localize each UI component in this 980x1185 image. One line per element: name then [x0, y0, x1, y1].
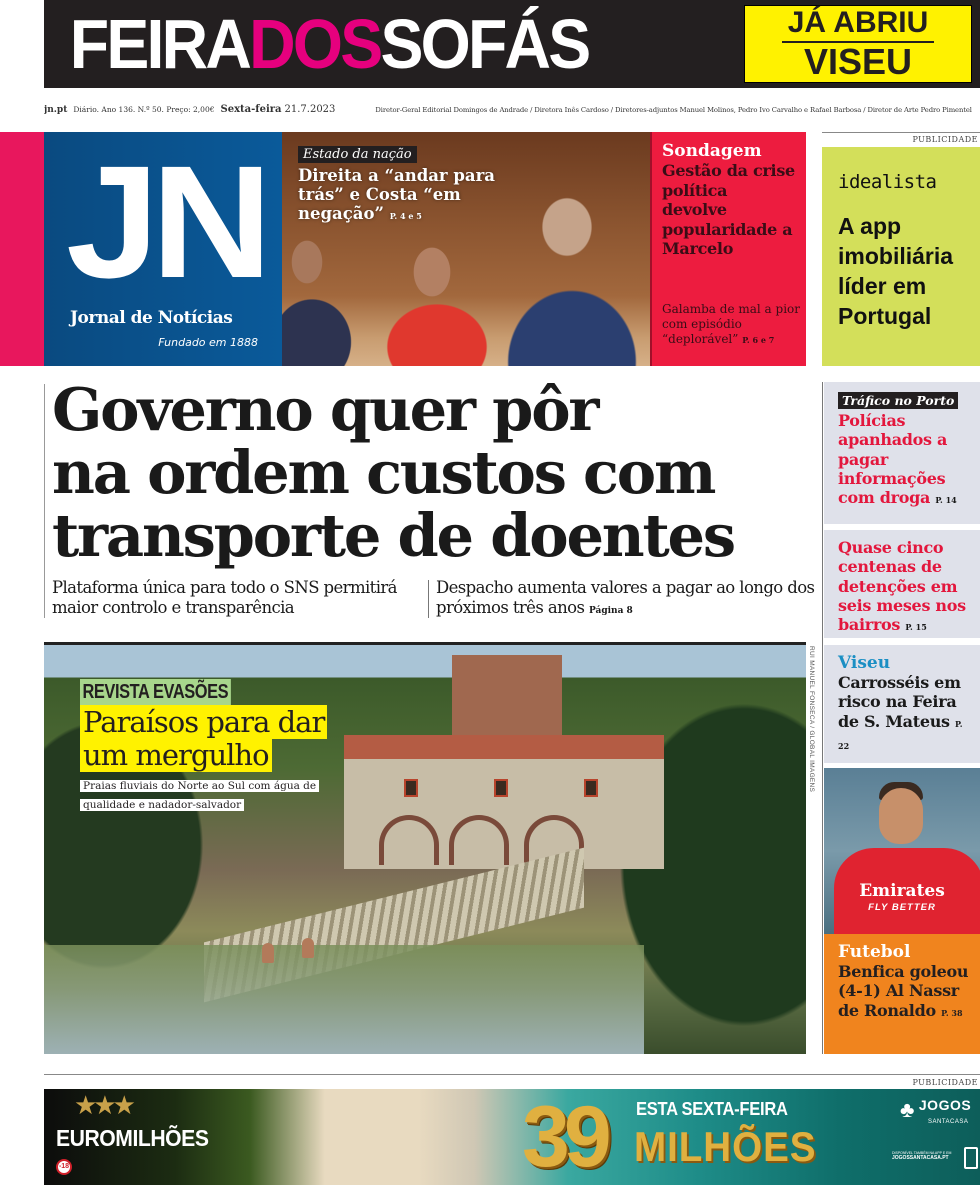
idealista-advertisement[interactable] — [822, 147, 980, 366]
main-headline[interactable] — [52, 375, 812, 570]
euromilhoes-advertisement[interactable] — [44, 1089, 980, 1185]
subhead-text: Despacho aumenta valores a pagar ao longo dos próximos três anos — [436, 578, 815, 617]
ad-brand-part: SOFÁS — [380, 5, 589, 83]
draw-day: ESTA SEXTA-FEIRA — [636, 1099, 788, 1119]
main-subhead-right — [436, 578, 816, 621]
jackpot-unit: MILHÕES — [634, 1123, 817, 1170]
sidebar-item-trafico[interactable] — [824, 382, 980, 524]
top-advertisement-banner[interactable] — [44, 0, 980, 88]
site-note: DISPONÍVEL TAMBÉM NA APP E EM — [892, 1151, 952, 1155]
page-ref: P. 6 e 7 — [742, 335, 775, 345]
sponsor-subname: SANTACASA — [928, 1119, 969, 1125]
headline-line: na ordem custos com — [52, 438, 715, 507]
ad-badge-line1: JÁ ABRIU — [782, 7, 935, 43]
founded-note: Fundado em 1888 — [158, 336, 258, 349]
folio-line — [44, 104, 980, 118]
lead-photo-story[interactable] — [282, 132, 650, 366]
site-url: JOGOSSANTACASA.PT — [892, 1155, 949, 1161]
sidebar-headline: Quase cinco centenas de detenções em seis meses nos bairros — [838, 538, 966, 635]
ad-badge-line2: VISEU — [803, 41, 913, 82]
ad-badge — [744, 5, 972, 83]
photo-face — [879, 788, 923, 844]
ad-brand-part-highlight: DOS — [249, 5, 381, 83]
site-link[interactable]: jn.pt — [44, 105, 68, 115]
feature-kicker: REVISTA EVASÕES — [80, 679, 231, 705]
feature-photo[interactable] — [44, 642, 806, 1054]
advertising-label: PUBLICIDADE — [912, 1078, 978, 1087]
divider — [428, 580, 429, 618]
page-ref: P. 4 e 5 — [389, 211, 422, 221]
story-subhead-text: Galamba de mal a pior com episódio “deplorável” — [662, 302, 800, 346]
age-restriction-icon: -18 — [56, 1159, 72, 1175]
sidebar-kicker: Viseu — [838, 653, 891, 673]
photo-person — [262, 943, 274, 963]
story-headline — [298, 166, 498, 226]
sponsor-logo — [900, 1097, 971, 1125]
feature-caption — [80, 679, 360, 812]
divider — [822, 382, 823, 1054]
story-headline: Gestão da crise política devolve popularidade a Marcelo — [662, 161, 795, 258]
ad-brand: EUROMILHÕES — [56, 1125, 209, 1151]
page-ref: P. 38 — [941, 1007, 963, 1018]
newspaper-name: Jornal de Notícias — [70, 308, 233, 328]
feature-title: Paraísos para dar um mergulho — [80, 705, 327, 772]
sidebar-headline: Polícias apanhados a pagar informações com droga — [838, 411, 948, 508]
headline-line: transporte de doentes — [52, 501, 734, 570]
main-subhead-left: Plataforma única para todo o SNS permitirá maior controlo e transparência — [52, 578, 397, 617]
sponsor-name: JOGOS — [918, 1097, 972, 1113]
photo-roof — [344, 735, 664, 759]
photo-window — [584, 779, 598, 797]
sidebar-headline: Benfica goleou (4-1) Al Nassr de Ronaldo — [838, 962, 969, 1020]
photo-person — [302, 938, 314, 958]
page-ref: P. 14 — [935, 495, 957, 506]
shirt-sponsor-tagline: FLY BETTER — [868, 902, 936, 913]
issue-meta: Diário. Ano 136. N.º 50. Preço: 2,00€ — [73, 105, 215, 114]
staff-credits: Diretor-Geral Editorial Domingos de Andrade / Diretora Inês Cardoso / Diretores-adjuntos Manuel Molinos, Pedro Ivo Carvalho e Rafael Barbosa / Diretor de Arte Pedro Pimentel — [375, 106, 972, 114]
ad-slogan: A app imobiliária líder em Portugal — [838, 213, 954, 329]
photo-water — [44, 945, 644, 1054]
stars-icon: ★★★ — [74, 1091, 132, 1121]
sponsor-site — [892, 1151, 951, 1161]
story-headline-text: Direita a “andar para trás” e Costa “em negação” — [298, 166, 495, 223]
sidebar-item-viseu[interactable] — [824, 645, 980, 763]
sidebar-item-futebol[interactable] — [824, 934, 980, 1054]
clover-icon: ♣ — [900, 1097, 915, 1122]
masthead-logo[interactable] — [44, 132, 282, 366]
divider — [44, 384, 45, 618]
sidebar-headline: Carrosséis em risco na Feira de S. Mateus — [838, 673, 961, 731]
sidebar-item-detencoes[interactable] — [824, 530, 980, 638]
decorative-stripe — [0, 132, 44, 366]
issue-day: Sexta-feira — [220, 104, 282, 115]
sondagem-story[interactable] — [650, 132, 806, 366]
ad-brand-part: FEIRA — [69, 5, 250, 83]
photo-window — [494, 779, 508, 797]
headline-line: Governo quer pôr — [52, 375, 598, 444]
story-kicker: Sondagem — [662, 141, 762, 161]
jackpot-number: 39 — [522, 1089, 606, 1185]
logo-mark: JN — [66, 132, 264, 311]
advertising-label: PUBLICIDADE — [912, 135, 978, 144]
page-ref: P. 22 — [838, 718, 963, 751]
sidebar-kicker: Futebol — [838, 942, 911, 962]
football-photo[interactable] — [824, 768, 980, 934]
feature-description: Praias fluviais do Norte ao Sul com água de qualidade e nadador-salvador — [80, 780, 319, 811]
ad-brand: idealista — [838, 171, 937, 193]
issue-date: 21.7.2023 — [284, 104, 336, 115]
page-ref: P. 15 — [905, 622, 927, 633]
page-ref: Página 8 — [588, 606, 633, 616]
story-subhead — [662, 302, 802, 348]
sidebar-kicker: Tráfico no Porto — [838, 392, 958, 409]
divider — [44, 1074, 980, 1075]
divider — [822, 132, 980, 133]
photo-credit: RUI MANUEL FONSECA / GLOBAL IMAGENS — [808, 646, 815, 793]
photo-window — [404, 779, 418, 797]
phone-icon — [964, 1147, 978, 1169]
shirt-sponsor: Emirates — [859, 881, 945, 901]
story-kicker: Estado da nação — [298, 146, 417, 163]
